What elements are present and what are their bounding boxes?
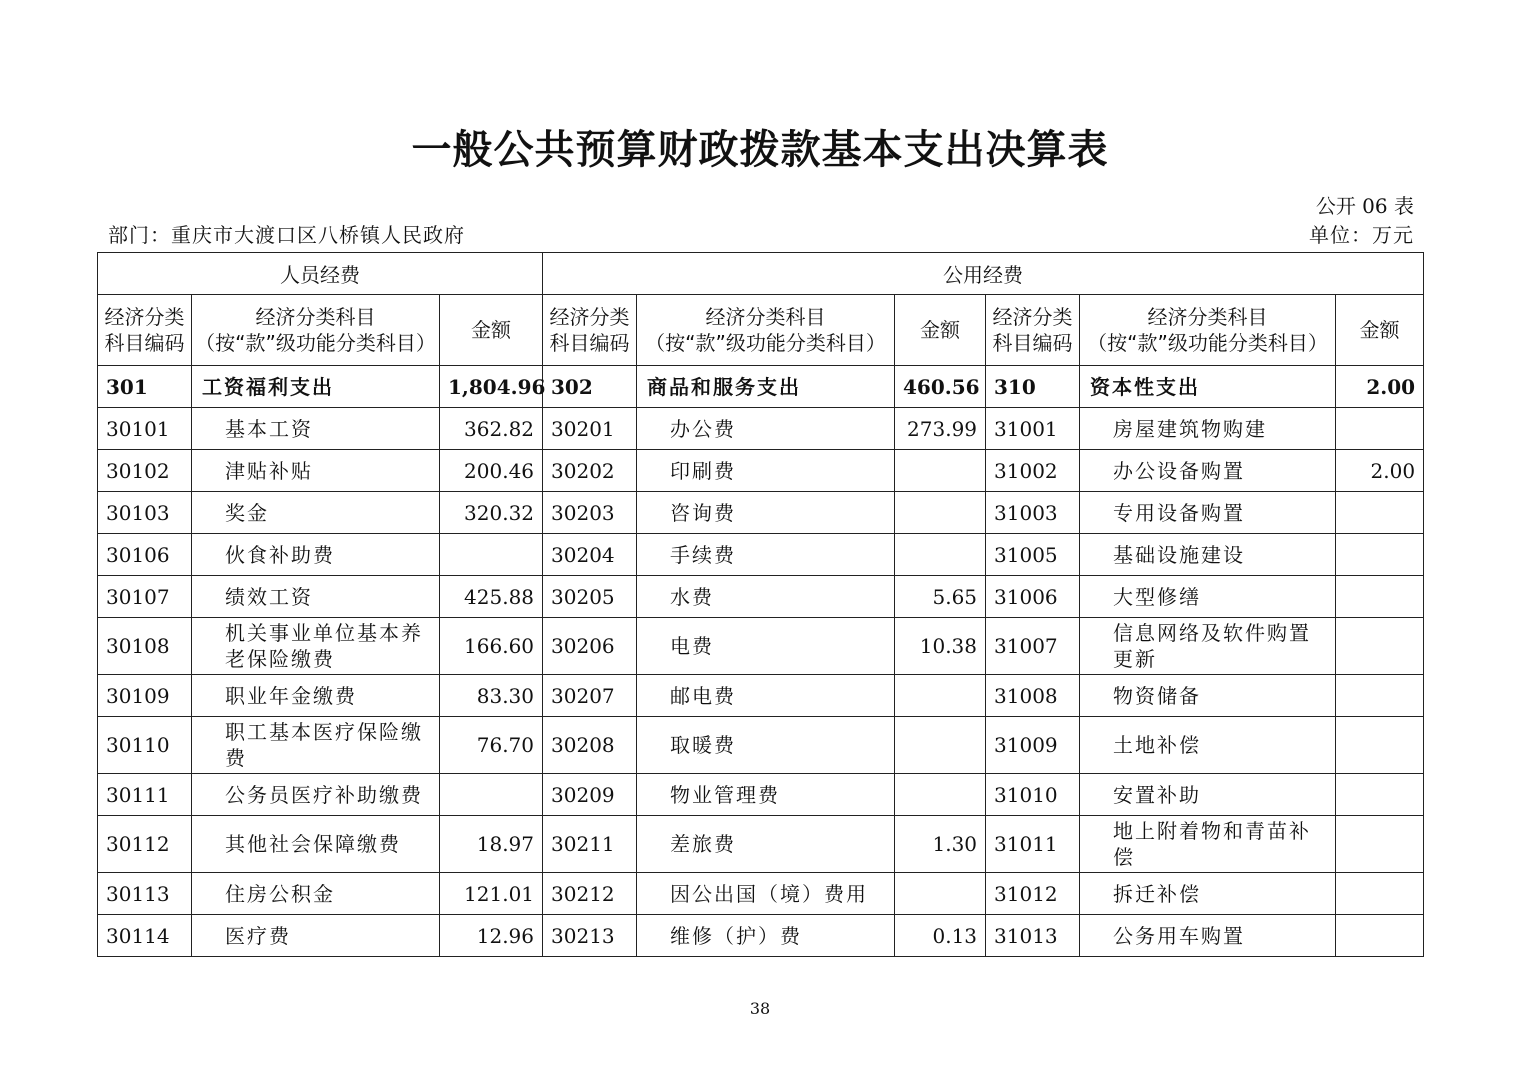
cell-code: 30109 xyxy=(98,675,192,717)
cell-amount: 76.70 xyxy=(440,717,543,774)
cell-code: 30207 xyxy=(543,675,637,717)
cell-amount: 12.96 xyxy=(440,915,543,957)
header-name-line1: 经济分类科目 xyxy=(1147,305,1268,329)
cell-amount xyxy=(440,534,543,576)
cell-amount xyxy=(1336,675,1424,717)
cell-name: 手续费 xyxy=(637,534,895,576)
cell-name: 取暖费 xyxy=(637,717,895,774)
table-row xyxy=(98,618,1424,675)
cell-name: 专用设备购置 xyxy=(1080,492,1336,534)
cell-code: 30107 xyxy=(98,576,192,618)
cell-amount: 10.38 xyxy=(895,618,986,675)
cell-amount xyxy=(1336,717,1424,774)
cell-name: 因公出国（境）费用 xyxy=(637,873,895,915)
cell-name: 住房公积金 xyxy=(192,873,440,915)
cell-code: 302 xyxy=(543,366,637,408)
header-code: 经济分类科目编码 xyxy=(98,295,192,366)
cell-amount xyxy=(1336,873,1424,915)
cell-code: 30112 xyxy=(98,816,192,873)
header-name-line1: 经济分类科目 xyxy=(255,305,376,329)
header-amount: 金额 xyxy=(1336,295,1424,366)
cell-code: 31007 xyxy=(986,618,1080,675)
table-row xyxy=(98,408,1424,450)
cell-code: 30101 xyxy=(98,408,192,450)
cell-name: 水费 xyxy=(637,576,895,618)
cell-amount: 320.32 xyxy=(440,492,543,534)
cell-code: 31001 xyxy=(986,408,1080,450)
cell-code: 30114 xyxy=(98,915,192,957)
cell-name: 物业管理费 xyxy=(637,774,895,816)
cell-name: 办公设备购置 xyxy=(1080,450,1336,492)
cell-code: 30211 xyxy=(543,816,637,873)
cell-amount xyxy=(895,450,986,492)
cell-name: 差旅费 xyxy=(637,816,895,873)
cell-amount xyxy=(1336,915,1424,957)
cell-code: 30209 xyxy=(543,774,637,816)
cell-name: 咨询费 xyxy=(637,492,895,534)
header-name xyxy=(1080,295,1336,366)
header-code: 经济分类科目编码 xyxy=(543,295,637,366)
cell-name: 地上附着物和青苗补偿 xyxy=(1080,816,1336,873)
cell-name: 其他社会保障缴费 xyxy=(192,816,440,873)
table-row xyxy=(98,873,1424,915)
header-amount: 金额 xyxy=(895,295,986,366)
table-row xyxy=(98,534,1424,576)
cell-amount: 121.01 xyxy=(440,873,543,915)
cell-code: 31002 xyxy=(986,450,1080,492)
cell-code: 30113 xyxy=(98,873,192,915)
cell-amount xyxy=(895,675,986,717)
cell-code: 30201 xyxy=(543,408,637,450)
cell-amount xyxy=(895,717,986,774)
table-row xyxy=(98,915,1424,957)
cell-amount: 166.60 xyxy=(440,618,543,675)
cell-name: 机关事业单位基本养老保险缴费 xyxy=(192,618,440,675)
cell-name: 邮电费 xyxy=(637,675,895,717)
header-code: 经济分类科目编码 xyxy=(986,295,1080,366)
cell-amount xyxy=(895,774,986,816)
cell-code: 30202 xyxy=(543,450,637,492)
cell-amount xyxy=(895,492,986,534)
cell-code: 30208 xyxy=(543,717,637,774)
cell-amount: 460.56 xyxy=(895,366,986,408)
cell-amount xyxy=(1336,534,1424,576)
cell-name: 职业年金缴费 xyxy=(192,675,440,717)
cell-amount: 18.97 xyxy=(440,816,543,873)
header-name-line1: 经济分类科目 xyxy=(705,305,826,329)
cell-amount xyxy=(1336,774,1424,816)
cell-name: 大型修缮 xyxy=(1080,576,1336,618)
cell-name: 商品和服务支出 xyxy=(637,366,895,408)
cell-amount: 1,804.96 xyxy=(440,366,543,408)
cell-code: 31006 xyxy=(986,576,1080,618)
summary-row xyxy=(98,366,1424,408)
cell-name: 安置补助 xyxy=(1080,774,1336,816)
header-name xyxy=(637,295,895,366)
cell-name: 电费 xyxy=(637,618,895,675)
cell-amount xyxy=(1336,618,1424,675)
group-public: 公用经费 xyxy=(543,253,1424,295)
cell-amount: 1.30 xyxy=(895,816,986,873)
cell-amount: 273.99 xyxy=(895,408,986,450)
group-personnel: 人员经费 xyxy=(98,253,543,295)
cell-name: 职工基本医疗保险缴费 xyxy=(192,717,440,774)
cell-code: 31005 xyxy=(986,534,1080,576)
cell-name: 印刷费 xyxy=(637,450,895,492)
header-name-line2: （按“款”级功能分类科目） xyxy=(195,331,436,355)
cell-name: 公务员医疗补助缴费 xyxy=(192,774,440,816)
table-code: 公开 06 表 xyxy=(1315,194,1414,218)
cell-code: 30110 xyxy=(98,717,192,774)
unit-label: 单位：万元 xyxy=(1309,223,1414,247)
cell-name: 维修（护）费 xyxy=(637,915,895,957)
cell-amount: 200.46 xyxy=(440,450,543,492)
cell-code: 30111 xyxy=(98,774,192,816)
cell-code: 31013 xyxy=(986,915,1080,957)
cell-amount xyxy=(440,774,543,816)
cell-code: 31012 xyxy=(986,873,1080,915)
cell-name: 拆迁补偿 xyxy=(1080,873,1336,915)
cell-name: 津贴补贴 xyxy=(192,450,440,492)
cell-code: 30108 xyxy=(98,618,192,675)
cell-code: 30103 xyxy=(98,492,192,534)
table-row xyxy=(98,675,1424,717)
cell-code: 31010 xyxy=(986,774,1080,816)
cell-code: 30204 xyxy=(543,534,637,576)
cell-name: 医疗费 xyxy=(192,915,440,957)
table-row xyxy=(98,717,1424,774)
cell-code: 301 xyxy=(98,366,192,408)
cell-name: 基础设施建设 xyxy=(1080,534,1336,576)
cell-code: 30212 xyxy=(543,873,637,915)
table-row xyxy=(98,774,1424,816)
cell-amount: 5.65 xyxy=(895,576,986,618)
header-name-line2: （按“款”级功能分类科目） xyxy=(645,331,886,355)
cell-amount: 362.82 xyxy=(440,408,543,450)
cell-code: 310 xyxy=(986,366,1080,408)
cell-name: 办公费 xyxy=(637,408,895,450)
cell-code: 30205 xyxy=(543,576,637,618)
cell-name: 绩效工资 xyxy=(192,576,440,618)
cell-amount: 2.00 xyxy=(1336,366,1424,408)
header-name-line2: （按“款”级功能分类科目） xyxy=(1087,331,1328,355)
cell-name: 基本工资 xyxy=(192,408,440,450)
cell-amount xyxy=(895,873,986,915)
cell-amount xyxy=(1336,408,1424,450)
page-number: 38 xyxy=(749,999,771,1018)
cell-name: 伙食补助费 xyxy=(192,534,440,576)
cell-code: 31011 xyxy=(986,816,1080,873)
cell-name: 公务用车购置 xyxy=(1080,915,1336,957)
cell-code: 30102 xyxy=(98,450,192,492)
header-name xyxy=(192,295,440,366)
cell-amount: 2.00 xyxy=(1336,450,1424,492)
cell-code: 31009 xyxy=(986,717,1080,774)
table-row xyxy=(98,576,1424,618)
cell-name: 资本性支出 xyxy=(1080,366,1336,408)
cell-code: 30213 xyxy=(543,915,637,957)
table-row xyxy=(98,492,1424,534)
cell-amount: 0.13 xyxy=(895,915,986,957)
cell-code: 30206 xyxy=(543,618,637,675)
cell-name: 信息网络及软件购置更新 xyxy=(1080,618,1336,675)
cell-name: 工资福利支出 xyxy=(192,366,440,408)
cell-amount xyxy=(1336,492,1424,534)
cell-amount: 83.30 xyxy=(440,675,543,717)
cell-code: 31003 xyxy=(986,492,1080,534)
cell-amount xyxy=(895,534,986,576)
cell-code: 31008 xyxy=(986,675,1080,717)
page-title: 一般公共预算财政拨款基本支出决算表 xyxy=(411,127,1109,173)
cell-name: 物资储备 xyxy=(1080,675,1336,717)
cell-name: 房屋建筑物购建 xyxy=(1080,408,1336,450)
table-row xyxy=(98,450,1424,492)
cell-name: 奖金 xyxy=(192,492,440,534)
header-amount: 金额 xyxy=(440,295,543,366)
cell-name: 土地补偿 xyxy=(1080,717,1336,774)
table-row xyxy=(98,816,1424,873)
expenditure-table xyxy=(97,252,1424,957)
cell-amount xyxy=(1336,816,1424,873)
cell-code: 30203 xyxy=(543,492,637,534)
department-label: 部门：重庆市大渡口区八桥镇人民政府 xyxy=(108,223,465,247)
cell-code: 30106 xyxy=(98,534,192,576)
cell-amount xyxy=(1336,576,1424,618)
cell-amount: 425.88 xyxy=(440,576,543,618)
